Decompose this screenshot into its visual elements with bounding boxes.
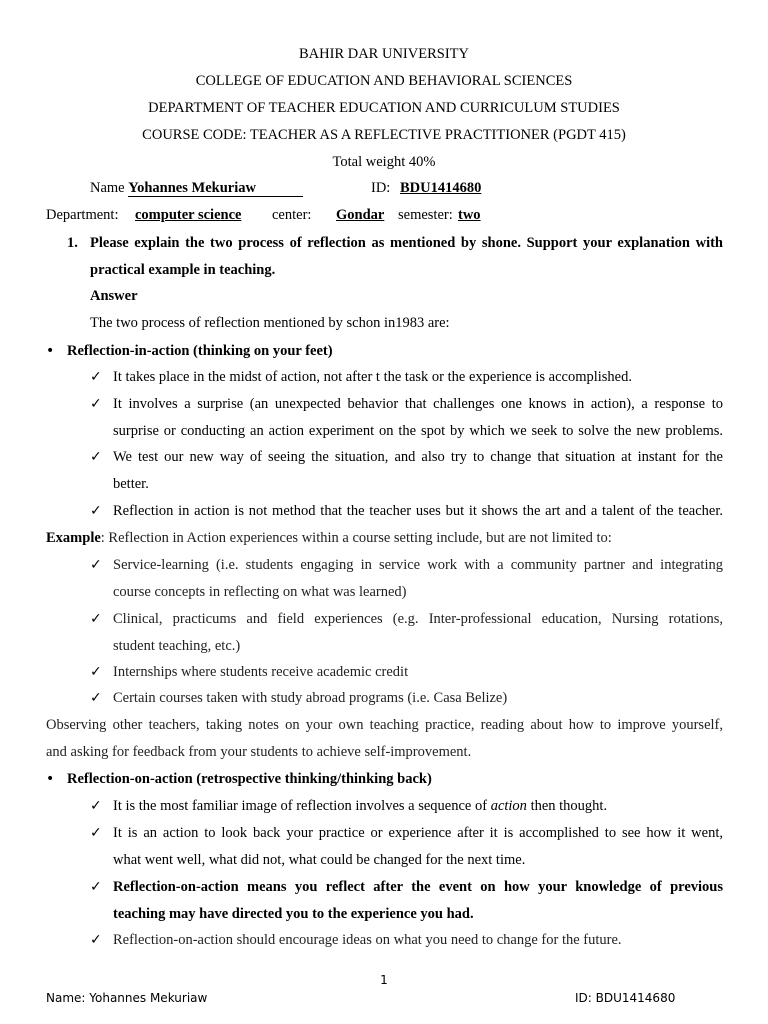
section2-item-cont: teaching may have directed you to the experience you had. bbox=[113, 906, 474, 922]
example-item-cont: course concepts in reflecting on what was learned) bbox=[113, 584, 407, 600]
check-icon: ✓ bbox=[90, 557, 102, 573]
name-label: Name bbox=[90, 180, 125, 196]
check-icon: ✓ bbox=[90, 690, 102, 706]
section1-heading: Reflection-in-action (thinking on your feet) bbox=[67, 343, 333, 359]
section1-item: Reflection in action is not method that the teacher uses but it shows the art and a talent of the teacher. bbox=[113, 503, 723, 519]
total-weight: Total weight 40% bbox=[332, 154, 436, 170]
section2-item: Reflection-on-action should encourage ideas on what you need to change for the future. bbox=[113, 932, 622, 948]
question-text-line2: practical example in teaching. bbox=[90, 262, 276, 278]
page-number: 1 bbox=[380, 973, 388, 987]
question-number: 1. bbox=[67, 235, 78, 251]
section1-item: It takes place in the midst of action, not after t the task or the experience is accomplished. bbox=[113, 369, 632, 385]
example-line bbox=[46, 530, 612, 547]
course-code: COURSE CODE: TEACHER AS A REFLECTIVE PRACTITIONER (PGDT 415) bbox=[142, 127, 626, 143]
check-icon: ✓ bbox=[90, 879, 102, 895]
section2-item1-post: then thought. bbox=[526, 798, 608, 814]
section2-item: Reflection-on-action means you reflect after the event on how your knowledge of previous bbox=[113, 879, 723, 895]
example-item-cont: student teaching, etc.) bbox=[113, 638, 241, 654]
id-row bbox=[371, 180, 481, 197]
semester-label: semester: bbox=[398, 207, 453, 223]
section2-item1-em: action bbox=[490, 798, 527, 814]
example-item: Internships where students receive academic credit bbox=[113, 664, 409, 680]
section2-item1-pre: It is the most familiar image of reflection involves a sequence of bbox=[113, 798, 491, 814]
bullet-icon: • bbox=[46, 771, 55, 787]
example-item: Certain courses taken with study abroad programs (i.e. Casa Belize) bbox=[113, 690, 508, 706]
answer-intro: The two process of reflection mentioned by schon in1983 are: bbox=[90, 315, 450, 331]
check-icon: ✓ bbox=[90, 825, 102, 841]
check-icon: ✓ bbox=[90, 664, 102, 680]
example-text: : Reflection in Action experiences within a course setting include, but are not limited to: bbox=[100, 530, 612, 546]
section2-item-cont: what went well, what did not, what could be changed for the next time. bbox=[113, 852, 526, 868]
section1-item-cont: surprise or conducting an action experiment on the spot by which we seek to solve the new problems. bbox=[113, 423, 723, 439]
center-label: center: bbox=[272, 207, 312, 223]
check-icon: ✓ bbox=[90, 611, 102, 627]
section2-item bbox=[113, 798, 607, 815]
check-icon: ✓ bbox=[90, 369, 102, 385]
section2-heading: Reflection-on-action (retrospective thinking/thinking back) bbox=[67, 771, 432, 787]
department-value: computer science bbox=[135, 207, 242, 223]
check-icon: ✓ bbox=[90, 932, 102, 948]
university-title: BAHIR DAR UNIVERSITY bbox=[299, 46, 469, 62]
section1-item: It involves a surprise (an unexpected behavior that challenges one knows in action), a response to bbox=[113, 396, 723, 412]
department-label: Department: bbox=[46, 207, 119, 223]
section2-item: It is an action to look back your practice or experience after it is accomplished to see how it went, bbox=[113, 825, 723, 841]
footer-id: ID: BDU1414680 bbox=[575, 991, 676, 1005]
check-icon: ✓ bbox=[90, 798, 102, 814]
example-item: Service-learning (i.e. students engaging in service work with a community partner and integrating bbox=[113, 557, 723, 573]
center-value: Gondar bbox=[336, 207, 385, 223]
semester-value: two bbox=[458, 207, 481, 223]
department-title: DEPARTMENT OF TEACHER EDUCATION AND CURRICULUM STUDIES bbox=[148, 100, 620, 116]
id-value: BDU1414680 bbox=[399, 180, 482, 196]
question-text-line1: Please explain the two process of reflection as mentioned by shone. Support your explanation with bbox=[90, 235, 723, 251]
name-row bbox=[90, 180, 303, 197]
check-icon: ✓ bbox=[90, 449, 102, 465]
id-label: ID: bbox=[371, 180, 391, 196]
name-value: Yohannes Mekuriaw bbox=[128, 181, 303, 197]
paragraph-line1: Observing other teachers, taking notes on your own teaching practice, reading about how to improve yourself, bbox=[46, 717, 723, 733]
footer-name: Name: Yohannes Mekuriaw bbox=[46, 991, 208, 1005]
bullet-icon: • bbox=[46, 343, 55, 359]
answer-label: Answer bbox=[90, 288, 138, 304]
paragraph-line2: and asking for feedback from your students to achieve self-improvement. bbox=[46, 744, 472, 760]
example-label: Example bbox=[46, 530, 101, 546]
section1-item: We test our new way of seeing the situation, and also try to change that situation at instant for the bbox=[113, 449, 723, 465]
check-icon: ✓ bbox=[90, 396, 102, 412]
section1-item-cont: better. bbox=[113, 476, 149, 492]
college-title: COLLEGE OF EDUCATION AND BEHAVIORAL SCIENCES bbox=[195, 73, 573, 89]
example-item: Clinical, practicums and field experiences (e.g. Inter-professional education, Nursing rotations, bbox=[113, 611, 723, 627]
check-icon: ✓ bbox=[90, 503, 102, 519]
